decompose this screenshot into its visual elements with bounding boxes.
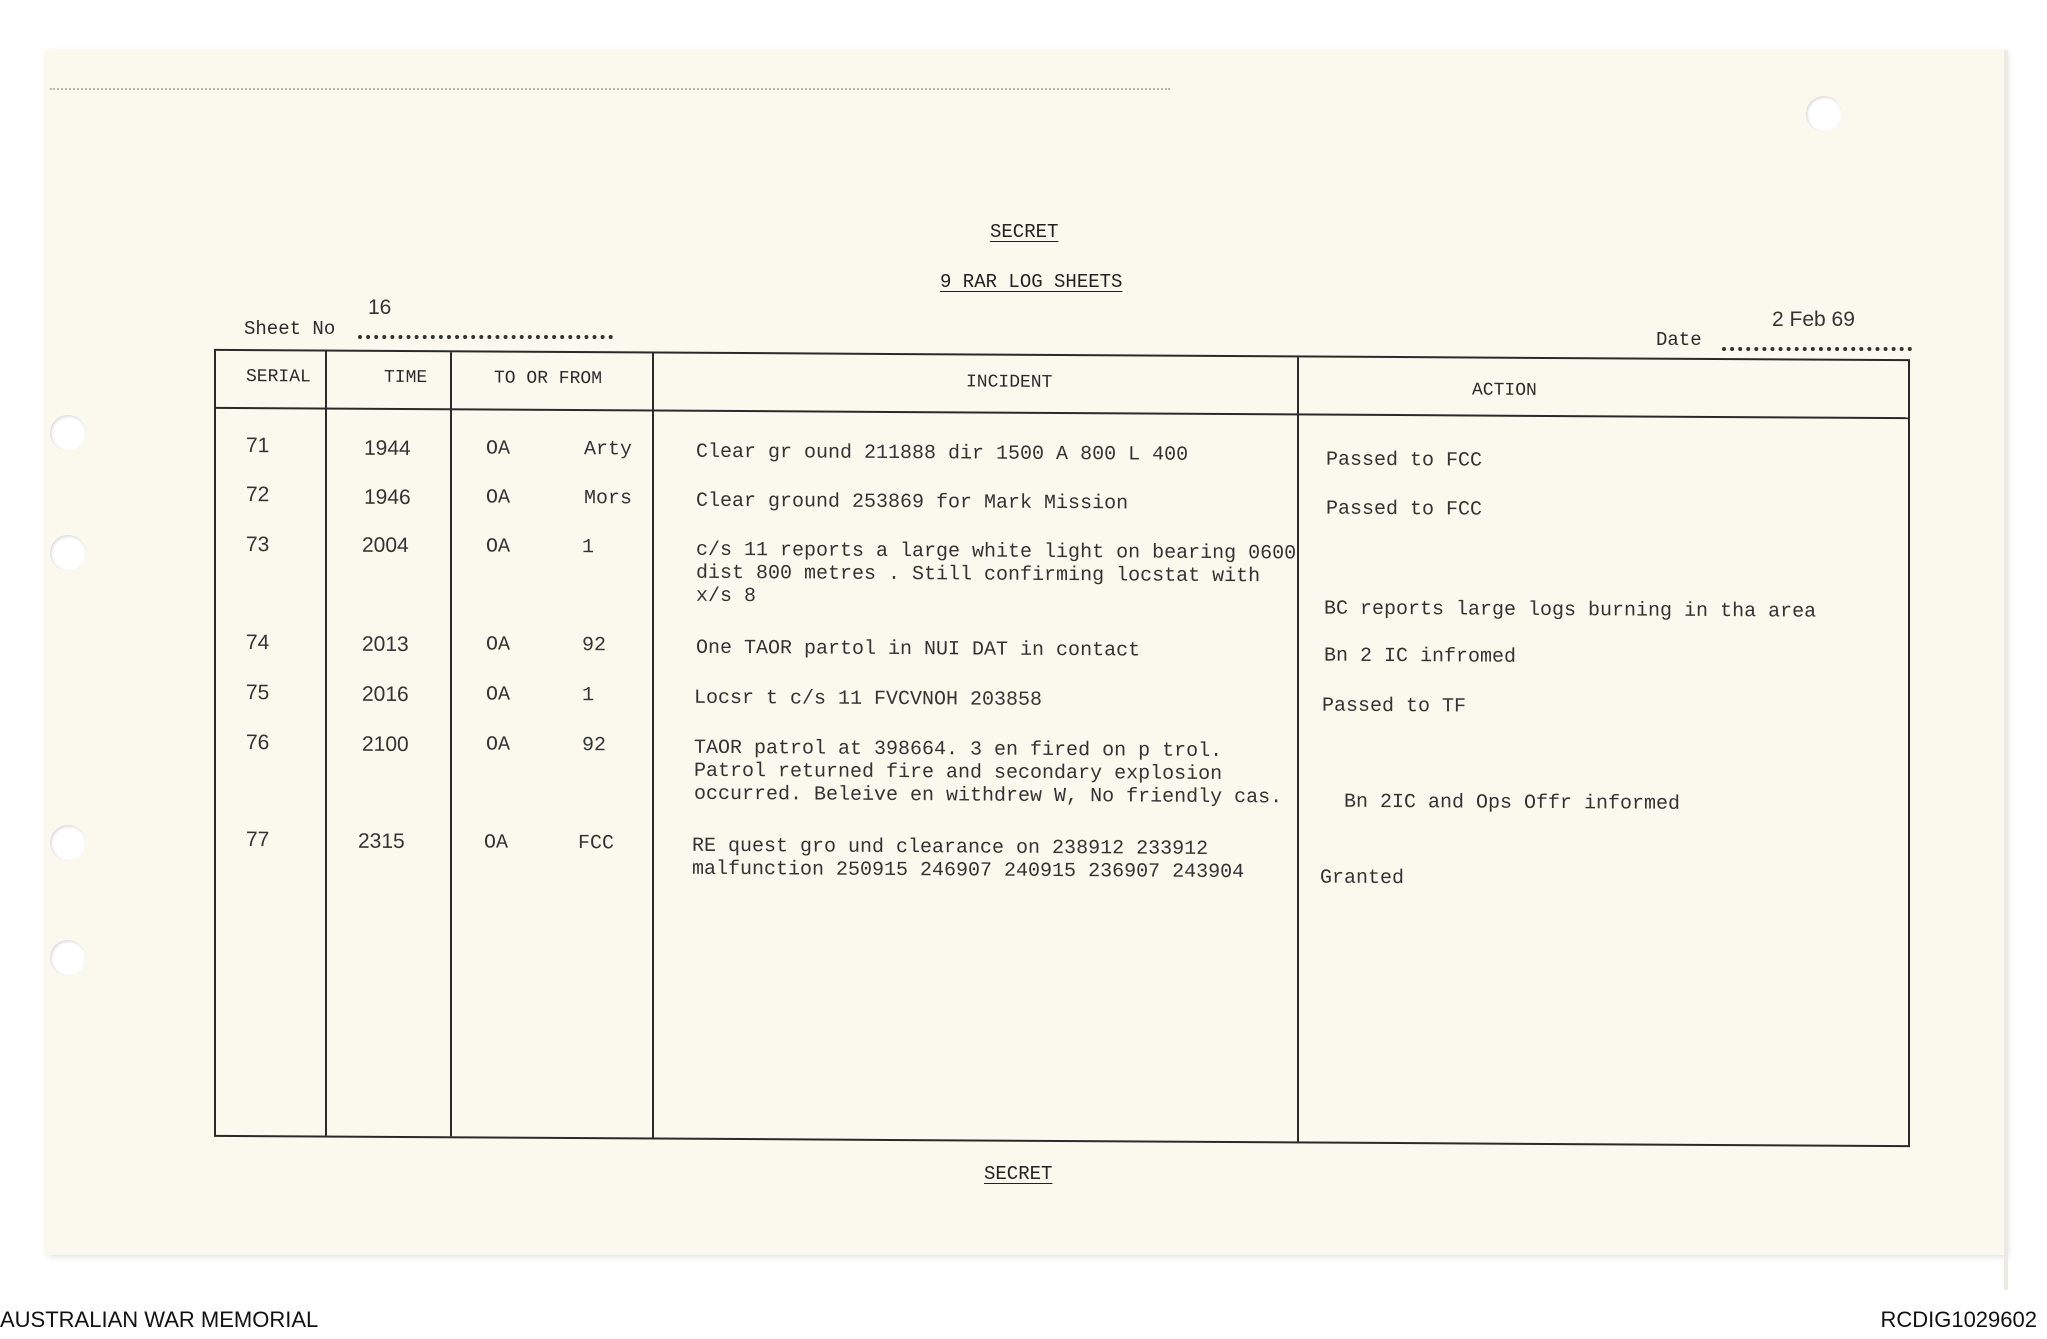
punch-hole: [1806, 96, 1842, 132]
punch-hole: [50, 535, 86, 571]
incident-line: TAOR patrol at 398664. 3 en fired on p trol.: [694, 736, 1223, 763]
column-divider: [325, 351, 327, 1135]
column-header-incident: INCIDENT: [966, 372, 1053, 393]
time-cell: 1944: [364, 436, 411, 461]
serial-cell: 71: [246, 434, 270, 458]
punch-hole: [50, 940, 86, 976]
time-cell: 2315: [358, 829, 405, 853]
from-cell: 92: [582, 734, 607, 758]
action-cell: Passed to FCC: [1326, 448, 1483, 473]
sheet-number: 16: [368, 296, 392, 319]
incident-line: Locsr t c/s 11 FVCVNOH 203858: [694, 686, 1043, 712]
incident-line: Clear ground 253869 for Mark Mission: [696, 489, 1129, 516]
date-value: 2 Feb 69: [1772, 308, 1855, 331]
action-cell: Passed to TF: [1322, 694, 1467, 719]
incident-line: Patrol returned fire and secondary explosion: [694, 759, 1223, 786]
time-cell: 1946: [364, 485, 411, 510]
serial-cell: 72: [246, 483, 270, 507]
serial-cell: 76: [246, 731, 270, 755]
time-cell: 2100: [362, 732, 409, 757]
classification-top: SECRET: [990, 221, 1059, 243]
classification-bottom: SECRET: [984, 1163, 1053, 1185]
punch-hole: [50, 415, 86, 451]
fold-line: [50, 88, 1170, 90]
incident-line: c/s 11 reports a large white light on bearing 0600: [696, 538, 1297, 566]
incident-line: One TAOR partol in NUI DAT in contact: [696, 636, 1141, 663]
from-cell: 1: [582, 684, 595, 708]
sheet-no-label: Sheet No: [244, 318, 336, 340]
incident-line: RE quest gro und clearance on 238912 233912: [692, 834, 1209, 861]
time-cell: 2004: [362, 533, 409, 558]
to-cell: OA: [486, 733, 511, 757]
log-title: 9 RAR LOG SHEETS: [940, 271, 1123, 293]
action-cell: Bn 2IC and Ops Offr informed: [1344, 790, 1681, 816]
to-cell: OA: [486, 535, 511, 559]
serial-cell: 77: [246, 828, 270, 852]
incident-line: occurred. Beleive en withdrew W, No friendly cas.: [694, 782, 1283, 810]
log-table: [214, 349, 1910, 1147]
to-cell: OA: [484, 831, 509, 855]
action-cell: Bn 2 IC infromed: [1324, 644, 1517, 669]
incident-line: dist 800 metres . Still confirming locstat with: [696, 561, 1261, 589]
action-cell: BC reports large logs burning in tha area: [1324, 597, 1817, 624]
column-header-action: ACTION: [1472, 380, 1537, 401]
to-cell: OA: [486, 633, 511, 657]
column-divider: [652, 353, 654, 1137]
serial-cell: 73: [246, 533, 270, 557]
serial-cell: 75: [246, 681, 270, 705]
column-divider: [450, 352, 452, 1136]
time-cell: 2013: [362, 632, 409, 657]
to-cell: OA: [486, 486, 511, 510]
serial-cell: 74: [246, 631, 270, 655]
incident-line: malfunction 250915 246907 240915 236907 243904: [692, 857, 1245, 885]
column-divider: [1297, 357, 1299, 1141]
archive-credit: AUSTRALIAN WAR MEMORIAL: [0, 1307, 319, 1332]
column-header-serial: SERIAL: [246, 367, 311, 388]
date-label: Date: [1656, 329, 1702, 351]
incident-line: x/s 8: [696, 584, 757, 609]
action-cell: Granted: [1320, 866, 1405, 891]
time-cell: 2016: [362, 682, 409, 707]
date-dots: [1722, 347, 1912, 351]
incident-line: Clear gr ound 211888 dir 1500 A 800 L 400: [696, 440, 1189, 467]
to-cell: OA: [486, 437, 511, 461]
punch-hole: [50, 825, 86, 861]
from-cell: Arty: [584, 438, 633, 462]
to-cell: OA: [486, 683, 511, 707]
from-cell: FCC: [578, 832, 615, 856]
from-cell: 1: [582, 536, 595, 560]
header-rule: [216, 407, 1908, 419]
page-edge: [2004, 50, 2008, 1290]
column-header-time: TIME: [384, 367, 428, 389]
archive-reference: RCDIG1029602: [1880, 1307, 2037, 1332]
from-cell: 92: [582, 634, 607, 658]
from-cell: Mors: [584, 487, 633, 511]
column-header-to-or-from: TO OR FROM: [494, 368, 603, 390]
action-cell: Passed to FCC: [1326, 497, 1483, 522]
sheet-no-dots: [358, 335, 613, 339]
